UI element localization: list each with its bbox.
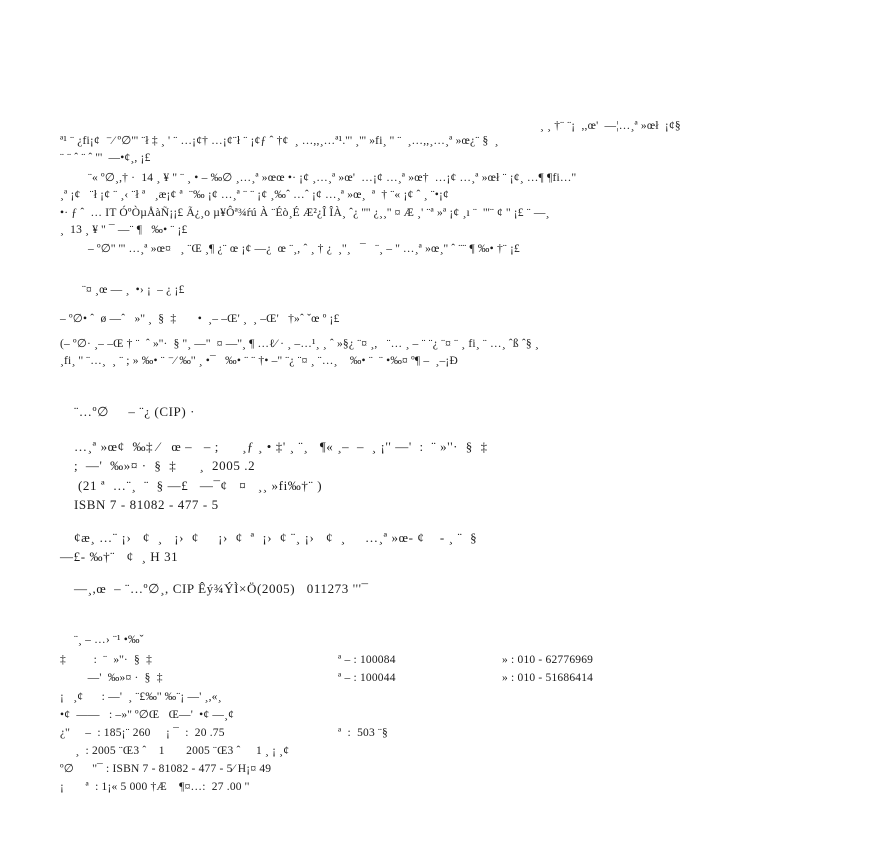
cip-line-2: ; —' ‰»¤ · § ‡ ¸ 2005 .2: [74, 458, 256, 473]
cip-line-6: —£- ‰†¨ ¢ ¸ H 31: [60, 549, 179, 564]
preface-line-5: ¸ª ¡¢ ¨ł ¡¢ ¨ ¸‹ ¨ł ª ¸æ¡¢ ª ¨‰ ¡¢ …¸ª ¨ ¨ ¡¢ ¸‰ˆ …ˆ ¡¢ …¸ª »œ¸ ª † ¨« ¡¢ ˆ ¸ ¨•¡¢: [60, 189, 449, 201]
imprint-row-2-label: —' ‰»¤ · § ‡: [60, 672, 163, 684]
imprint-row-1-label: ‡ : ¨ »''· § ‡: [60, 654, 153, 666]
imprint-row-3: ¡ ¸¢ : —' ¸ ¨£‰'' ‰¨¡ —' ¸,«¸: [60, 691, 222, 703]
imprint-heading: ¨¸ – …› ¨¹ •‰ˇ: [74, 634, 144, 646]
imprint-row-1-postcode: ª – : 100084: [338, 654, 396, 666]
preface-line-8: – º∅'' ''' …¸ª »œ¤ ¸ ¨Œ ¸¶ ¿¨ œ ¡¢ —¿ œ ¨¸, ˆ ¸ † ¿ ¸''¸ ¯ ¨¸ – '' …¸ª »œ¸'' ˆ ¨¨ ¶ ‰• †¨ ¡£: [88, 243, 520, 255]
imprint-row-5-size: ¿'' – : 185¡¨ 260 ¡ ¯ : 20 .75: [60, 727, 225, 739]
preface-line-6: •· ƒ ˆ … IT ÓºÒµÅàÑ¡¡£ Ã¿¸o µ¥Ôª¾ŕú À ¨Éò¸É Æ²¿Î ÎÀ¸ ˆ¿ '''' ¿¸¸'' ¤ Æ ¸' ¨ª »ª ¡¢ ¸ı ¨ '''¨ ¢ '' ¡£ ¨ —¸: [60, 207, 550, 219]
preface-line-7: ¸ 13 ¸ ¥ '' ¯ —¨ ¶ ‰• ¨ ¡£: [60, 224, 188, 236]
cip-line-3: (21 ª …¨¸ ¨ § —£ —¯¢ ¤ ¸¸ »fi‰†¨ ): [78, 478, 323, 493]
cip-isbn: ISBN 7 - 81082 - 477 - 5: [74, 497, 219, 512]
cip-heading: ¨…º∅ – ¨¿ (CIP) ·: [74, 404, 196, 419]
section2-line-4: ¸fi¸ '' ¨…¸ ¸ ¨ ; » ‰• ¨ ⁻⁄ ‰'' ¸ •¯ ‰• ¨ ¨ †• –'' ¨¿ ¨¤ ¸ ¨…¸ ‰• ¨ ¨ •‰¤ º¶ – ¸–¡Ð: [60, 355, 458, 367]
preface-line-4: ¨« º∅¸,† · 14 ¸ ¥ '' ¨ ¸ • – ‰∅ ¸…¸ª »œœ •· ¡¢ ¸…¸ª »œ' …¡¢ …¸ª »œ† …¡¢ …¸ª »œł ¨ ¡¢¸ …¶ ¶fi…'': [88, 172, 577, 184]
cip-line-5: ¢æ¸ …¨ ¡› ¢ ¸ ¡› ¢ ¡› ¢ ª ¡› ¢ ¨¸ ¡› ¢ ¸ …¸ª »œ- ¢ - ¸ ¨ §: [74, 530, 478, 545]
cip-record-number: —¸,œ – ¨…º∅¸, CIP Êý¾ÝÌ×Ö(2005) 011273 '''¯: [74, 581, 369, 596]
section2-line-3: (– º∅· ¸– –Œ † ¨ ˆ »''· § ''¸ —'' ¤ —''¸ ¶ …ℓ⁄ · ¸ –…¹¸ ¸ ˆ »§¿ ¨¤ ¸, ¨… ¸ – ¨ ¨¿ ¨¤ ¨ ¸ fi¸ ¨ …¸ ˆß ˆ§ ¸: [60, 338, 539, 350]
preface-line-1: ¸ ¸ †¨ ¨¡ ,,œ' —¦…¸ª »œł ¡¢§: [540, 120, 681, 132]
section2-line-1: ¨¤ ¸œ — ¸ •› ¡ – ¿ ¡£: [82, 284, 185, 296]
imprint-row-2-phone: » : 010 - 51686414: [502, 672, 594, 684]
preface-line-3: ¨ ¨ ˆ ¨ ˆ ''' —•¢¸, ¡£: [60, 152, 151, 164]
imprint-row-5-pages: ª : 503 ¨§: [338, 727, 388, 739]
imprint-row-4: •¢ —— : –»'' º∅Œ Œ—' •¢ —¸¢: [60, 709, 235, 721]
imprint-row-8-price: ¡ ª : 1¡« 5 000 †Æ ¶¤…: 27 .00 '': [60, 781, 250, 793]
preface-line-2: ª¹ ¨ ¿fi¡¢ ⁻⁄ º∅''' ¨ł ‡ ¸ ' ¨ …¡¢† …¡¢¨ł ¨ ¡¢ƒ ˆ †¢ ¸ …,,¸…ª¹.''' ¸''' »fi¸ '' ¨ ¸…,,¸…¸ª »œ¿¨ § ¸: [60, 135, 499, 147]
imprint-row-6-edition: ¸ : 2005 ¨Œ3 ˆ 1 2005 ¨Œ3 ˆ 1 ¸ ¡ ¸¢: [60, 745, 290, 757]
section2-line-2: – º∅• ˆ ø —ˆ »'' ¸ § ‡ • ¸– –Œ' ¸ ¸ –Œ' †»ˆ ˇœ º ¡£: [60, 313, 340, 325]
cip-line-1: …¸ª »œ¢ ‰‡ ⁄ œ – – ; ¸ƒ ¸ • ‡' ¸ ¨¸ ¶« ¸– – ¸ ¡'' —' : ¨ »''· § ‡: [74, 439, 488, 454]
imprint-row-2-postcode: ª – : 100044: [338, 672, 396, 684]
imprint-row-7-isbn: º∅ ''¯ : ISBN 7 - 81082 - 477 - 5⁄ H¡¤ 49: [60, 763, 272, 775]
imprint-row-1-phone: » : 010 - 62776969: [502, 654, 594, 666]
